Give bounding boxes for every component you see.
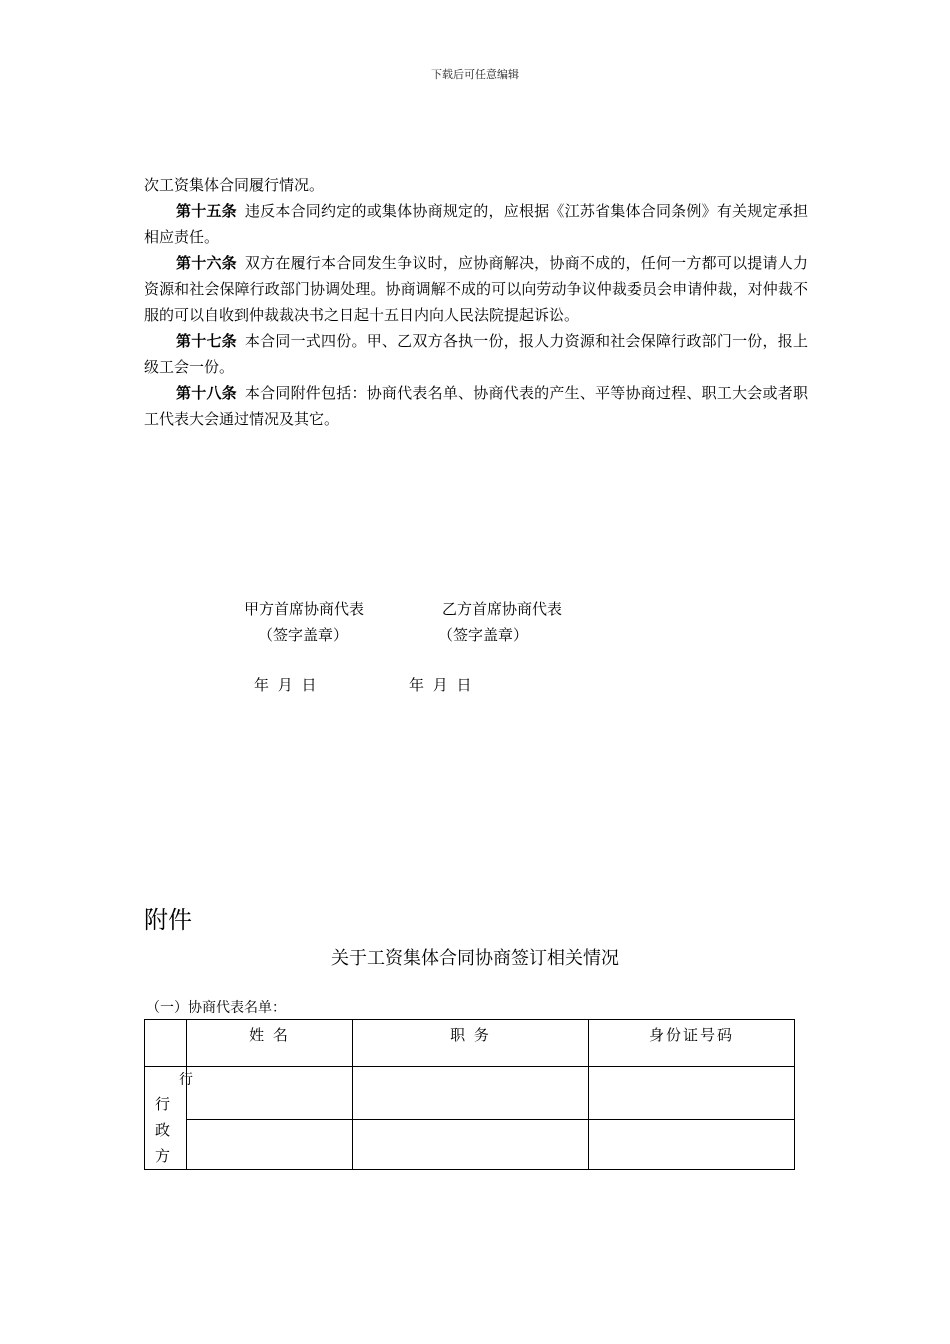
article-18-text: 本合同附件包括：协商代表名单、协商代表的产生、平等协商过程、职工大会或者职工代表大会通过情况及其它。 [144, 384, 808, 428]
article-15 [144, 198, 808, 250]
party-b-seal-note: （签字盖章） [438, 626, 529, 644]
party-b-date: 年 月 日 [409, 676, 474, 694]
header-name: 姓 名 [187, 1020, 353, 1067]
article-15-text: 违反本合同约定的或集体协商规定的，应根据《江苏省集体合同条例》有关规定承担相应责任。 [144, 202, 808, 246]
table-header-row [145, 1020, 795, 1067]
side-char-2: 政 [155, 1121, 171, 1139]
article-17-label: 第十七条 [176, 332, 237, 350]
party-a-signatory-title: 甲方首席协商代表 [244, 600, 365, 618]
side-char-3: 方 [155, 1147, 171, 1165]
name-cell[interactable] [187, 1119, 353, 1170]
side-char-1: 行 [155, 1095, 171, 1113]
party-a-date: 年 月 日 [254, 676, 319, 694]
page-header: 下载后可任意编辑 [431, 68, 519, 81]
annex-title: 关于工资集体合同协商签订相关情况 [331, 948, 619, 969]
position-cell[interactable] [353, 1067, 589, 1120]
annex-label: 附件 [144, 906, 192, 934]
continuation-paragraph: 次工资集体合同履行情况。 [144, 176, 325, 194]
header-position: 职 务 [353, 1020, 589, 1067]
article-17 [144, 328, 808, 380]
section-label: （一）协商代表名单： [146, 1000, 286, 1016]
table-row [145, 1067, 795, 1120]
side-label [155, 1091, 170, 1169]
side-top-char: 行 [179, 1072, 193, 1088]
contract-body [144, 172, 808, 432]
party-side-cell [145, 1067, 193, 1170]
id-number-cell[interactable] [589, 1119, 795, 1170]
position-cell[interactable] [353, 1119, 589, 1170]
header-id-number: 身份证号码 [589, 1020, 795, 1067]
table-corner-cell [145, 1020, 187, 1067]
id-number-cell[interactable] [589, 1067, 795, 1120]
article-18-label: 第十八条 [176, 384, 237, 402]
article-16-text: 双方在履行本合同发生争议时，应协商解决，协商不成的，任何一方都可以提请人力资源和社会保障行政部门协调处理。协商调解不成的可以向劳动争议仲裁委员会申请仲裁，对仲裁不服的可以自收到仲裁裁决书之日起十五日内向人民法院提起诉讼。 [144, 254, 808, 324]
article-15-label: 第十五条 [176, 202, 237, 220]
article-17-text: 本合同一式四份。甲、乙双方各执一份，报人力资源和社会保障行政部门一份，报上级工会一份。 [144, 332, 808, 376]
article-16 [144, 250, 808, 328]
article-16-label: 第十六条 [176, 254, 237, 272]
name-cell[interactable] [187, 1067, 353, 1120]
article-18 [144, 380, 808, 432]
representatives-table [144, 1019, 795, 1170]
table-row [145, 1119, 795, 1170]
party-a-seal-note: （签字盖章） [258, 626, 349, 644]
party-b-signatory-title: 乙方首席协商代表 [442, 600, 563, 618]
